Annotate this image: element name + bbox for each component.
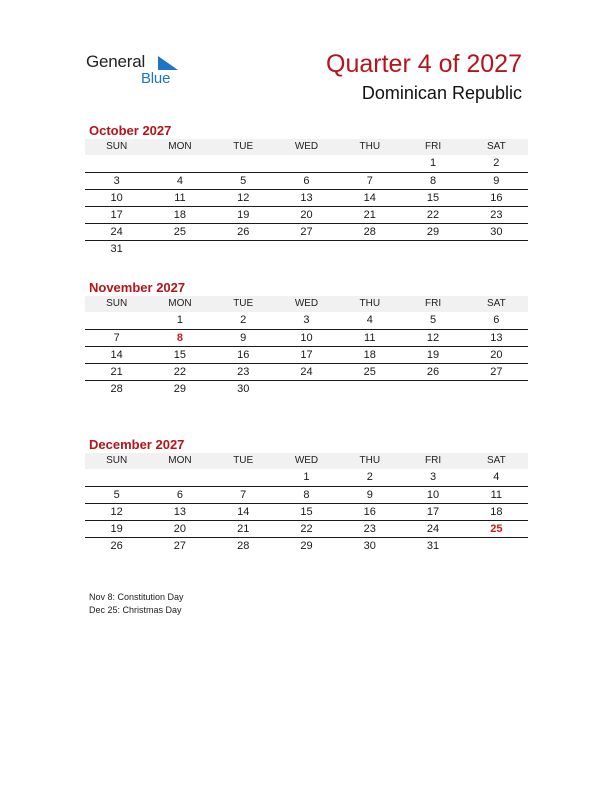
day-cell: 7 (212, 486, 275, 503)
day-cell: 6 (275, 172, 338, 189)
day-cell: 23 (212, 363, 275, 380)
generalblue-logo (86, 52, 186, 88)
day-cell: 17 (275, 346, 338, 363)
holiday-day-cell: 8 (148, 329, 211, 346)
day-cell (465, 380, 528, 397)
week-row (85, 346, 528, 363)
day-cell (148, 469, 211, 486)
day-cell: 31 (110, 242, 123, 255)
day-cell: 20 (275, 206, 338, 223)
day-cell: 11 (338, 329, 401, 346)
day-cell (212, 155, 275, 172)
week-row (85, 329, 528, 346)
week-row (85, 223, 528, 240)
day-cell: 17 (401, 503, 464, 520)
day-cell: 1 (275, 469, 338, 486)
weekday-label: TUE (212, 453, 275, 469)
day-cell (401, 380, 464, 397)
weekday-header-row (85, 453, 528, 469)
day-cell: 26 (110, 539, 123, 552)
day-cell: 4 (338, 312, 401, 329)
day-cell: 14 (338, 189, 401, 206)
day-cell: 10 (85, 189, 148, 206)
day-cell: 3 (275, 312, 338, 329)
day-cell (465, 537, 528, 554)
day-cell: 23 (338, 520, 401, 537)
day-cell: 9 (212, 329, 275, 346)
weekday-label: WED (275, 139, 338, 155)
day-cell (148, 240, 211, 257)
day-cell: 10 (401, 486, 464, 503)
day-cell (212, 469, 275, 486)
day-cell: 3 (401, 469, 464, 486)
day-cell: 8 (401, 172, 464, 189)
day-cell: 22 (401, 206, 464, 223)
day-cell: 27 (275, 223, 338, 240)
weekday-label: MON (148, 296, 211, 312)
week-row (85, 537, 528, 554)
day-cell: 28 (237, 539, 250, 552)
day-cell: 19 (212, 206, 275, 223)
day-cell: 27 (173, 539, 187, 552)
logo-blue-text: Blue (141, 70, 171, 87)
day-cell: 21 (212, 520, 275, 537)
day-cell: 21 (85, 363, 148, 380)
day-cell: 14 (85, 346, 148, 363)
day-cell (338, 240, 401, 257)
day-cell: 21 (338, 206, 401, 223)
day-cell: 26 (212, 223, 275, 240)
day-cell: 11 (148, 189, 211, 206)
week-row (85, 240, 528, 257)
day-cell: 30 (237, 382, 250, 395)
day-cell: 16 (338, 503, 401, 520)
weekday-label: SUN (85, 453, 148, 469)
day-cell (275, 380, 338, 397)
day-cell: 29 (401, 223, 464, 240)
day-cell: 29 (173, 382, 187, 395)
day-cell: 6 (148, 486, 211, 503)
weekday-label: FRI (401, 139, 464, 155)
holiday-note: Dec 25: Christmas Day (89, 605, 182, 615)
month-november (85, 279, 528, 397)
day-cell: 4 (465, 469, 528, 486)
day-cell (275, 240, 338, 257)
month-title: October 2027 (89, 123, 172, 138)
calendar-grid (85, 139, 528, 257)
day-cell (338, 380, 401, 397)
month-october (85, 122, 528, 257)
calendar-grid (85, 296, 528, 397)
day-cell: 9 (465, 172, 528, 189)
week-row (85, 189, 528, 206)
week-row (85, 172, 528, 189)
week-row (85, 206, 528, 223)
day-cell: 26 (401, 363, 464, 380)
day-cell: 28 (110, 382, 123, 395)
day-cell: 16 (465, 189, 528, 206)
day-cell: 24 (401, 520, 464, 537)
day-cell: 9 (338, 486, 401, 503)
day-cell: 2 (338, 469, 401, 486)
weekday-label: SUN (85, 296, 148, 312)
day-cell: 2 (465, 155, 528, 172)
day-cell: 12 (85, 503, 148, 520)
day-cell: 19 (401, 346, 464, 363)
day-cell: 17 (85, 206, 148, 223)
day-cell: 22 (148, 363, 211, 380)
weekday-header-row (85, 139, 528, 155)
weekday-label: TUE (212, 296, 275, 312)
weekday-label: MON (148, 139, 211, 155)
day-cell: 18 (465, 503, 528, 520)
day-cell: 28 (338, 223, 401, 240)
day-cell: 14 (212, 503, 275, 520)
week-row (85, 520, 528, 537)
weekday-label: FRI (401, 453, 464, 469)
day-cell: 1 (148, 312, 211, 329)
day-cell: 20 (465, 346, 528, 363)
weekday-label: SUN (85, 139, 148, 155)
weekday-header-row (85, 296, 528, 312)
weekday-label: SAT (465, 139, 528, 155)
day-cell (85, 155, 148, 172)
weekday-label: FRI (401, 296, 464, 312)
day-cell: 7 (338, 172, 401, 189)
day-cell: 5 (85, 486, 148, 503)
day-cell (85, 312, 148, 329)
month-title: December 2027 (89, 437, 185, 452)
day-cell: 31 (426, 539, 440, 552)
day-cell (465, 240, 528, 257)
day-cell: 13 (465, 329, 528, 346)
month-title: November 2027 (89, 280, 186, 295)
day-cell: 3 (85, 172, 148, 189)
weekday-label: THU (338, 139, 401, 155)
week-row (85, 469, 528, 486)
logo-triangle-icon (158, 54, 178, 70)
day-cell: 19 (85, 520, 148, 537)
day-cell: 1 (401, 155, 464, 172)
day-cell: 13 (275, 189, 338, 206)
day-cell: 4 (148, 172, 211, 189)
day-cell (212, 240, 275, 257)
day-cell: 24 (275, 363, 338, 380)
day-cell: 18 (338, 346, 401, 363)
day-cell: 25 (148, 223, 211, 240)
weekday-label: SAT (465, 296, 528, 312)
day-cell: 29 (300, 539, 313, 552)
day-cell: 8 (275, 486, 338, 503)
day-cell: 13 (148, 503, 211, 520)
day-cell: 6 (465, 312, 528, 329)
day-cell (148, 155, 211, 172)
holiday-note: Nov 8: Constitution Day (89, 592, 184, 602)
day-cell: 18 (148, 206, 211, 223)
day-cell: 7 (85, 329, 148, 346)
week-row (85, 312, 528, 329)
weekday-label: SAT (465, 453, 528, 469)
weekday-label: THU (338, 296, 401, 312)
page-title: Quarter 4 of 2027 (326, 50, 522, 78)
day-cell: 30 (363, 539, 376, 552)
logo-general-text: General (86, 52, 146, 71)
day-cell: 24 (85, 223, 148, 240)
day-cell: 16 (212, 346, 275, 363)
day-cell: 23 (465, 206, 528, 223)
day-cell: 12 (212, 189, 275, 206)
week-row (85, 380, 528, 397)
week-row (85, 363, 528, 380)
weekday-label: THU (338, 453, 401, 469)
weekday-label: TUE (212, 139, 275, 155)
calendar-grid (85, 453, 528, 554)
day-cell: 20 (148, 520, 211, 537)
weekday-label: MON (148, 453, 211, 469)
day-cell (85, 469, 148, 486)
day-cell: 25 (338, 363, 401, 380)
day-cell: 10 (275, 329, 338, 346)
holiday-notes (89, 591, 184, 617)
day-cell: 22 (275, 520, 338, 537)
day-cell: 30 (465, 223, 528, 240)
day-cell (275, 155, 338, 172)
weekday-label: WED (275, 296, 338, 312)
week-row (85, 503, 528, 520)
day-cell (338, 155, 401, 172)
day-cell: 12 (401, 329, 464, 346)
week-row (85, 155, 528, 172)
day-cell: 15 (275, 503, 338, 520)
day-cell: 11 (465, 486, 528, 503)
month-december (85, 436, 528, 554)
day-cell: 15 (148, 346, 211, 363)
day-cell: 5 (212, 172, 275, 189)
day-cell: 2 (212, 312, 275, 329)
holiday-day-cell: 25 (465, 520, 528, 537)
week-row (85, 486, 528, 503)
weekday-label: WED (275, 453, 338, 469)
day-cell: 15 (401, 189, 464, 206)
day-cell (401, 240, 464, 257)
day-cell: 27 (465, 363, 528, 380)
day-cell: 5 (401, 312, 464, 329)
country-name: Dominican Republic (361, 83, 522, 103)
